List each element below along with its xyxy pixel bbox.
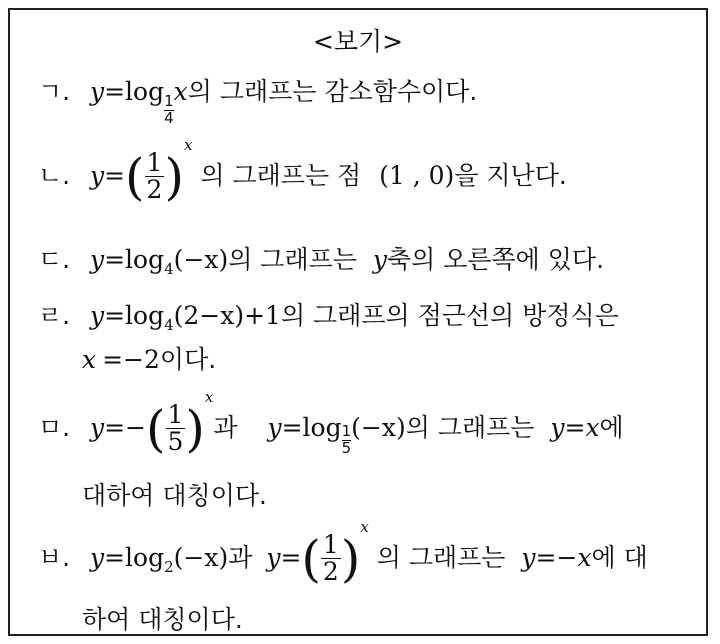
math-var: y — [521, 542, 536, 572]
item-text: 에 대 — [591, 542, 648, 572]
math-var: y — [267, 412, 282, 442]
item-marker: ㅂ. — [38, 542, 71, 572]
math-var: y — [89, 301, 105, 330]
math-op: = — [281, 412, 303, 442]
item-text: 대하여 대칭이다. — [82, 481, 267, 510]
math-var: y — [89, 542, 105, 572]
math-op: = — [564, 412, 586, 442]
math-var: x — [577, 542, 592, 572]
frac-numerator: 1 — [167, 400, 184, 429]
item-text: 을 지난다. — [454, 160, 567, 190]
item-text: 의 그래프의 점근선의 방정식은 — [280, 301, 619, 330]
box-title: <보기> — [312, 27, 404, 56]
math-arg: (−x) — [173, 245, 229, 274]
exponent: x — [204, 388, 214, 406]
item-marker: ㄹ. — [38, 301, 71, 330]
math-var: y — [266, 542, 281, 572]
item-text: 과 — [213, 412, 238, 442]
item-marker: ㅁ. — [38, 412, 71, 442]
math-op: = — [104, 77, 126, 106]
item-text: 의 그래프는 감소함수이다. — [187, 77, 478, 106]
item-text: 에 — [599, 412, 624, 442]
log-base-fraction — [342, 424, 352, 457]
right-paren: ) — [340, 529, 361, 588]
left-paren: ( — [145, 399, 166, 458]
math-arg: (2−x)+1 — [173, 301, 281, 330]
frac-denominator: 2 — [146, 175, 163, 205]
log-base: 4 — [164, 316, 174, 334]
math-op: = — [104, 542, 126, 572]
item-rieul — [38, 296, 619, 334]
fraction — [321, 532, 341, 586]
right-paren: ) — [185, 399, 205, 458]
item-text: 의 그래프는 — [376, 542, 506, 572]
frac-denominator: 2 — [322, 557, 339, 587]
frac-numerator: 1 — [164, 92, 174, 110]
math-op: = — [104, 301, 126, 330]
item-text: 하여 대칭이다. — [82, 605, 243, 634]
item-marker: ㄷ. — [38, 245, 71, 274]
math-arg: (−x) — [173, 542, 229, 572]
math-log: log — [125, 245, 165, 274]
math-log: log — [302, 412, 342, 442]
math-log: log — [125, 301, 165, 330]
math-op: = — [280, 542, 302, 572]
item-marker: ㄱ. — [38, 77, 71, 106]
item-digeut — [38, 240, 604, 278]
math-arg: x — [173, 77, 188, 106]
frac-numerator: 1 — [341, 422, 352, 440]
math-op: = — [104, 160, 126, 190]
math-var: y — [550, 412, 565, 442]
left-paren: ( — [125, 147, 145, 206]
right-paren: ) — [164, 147, 184, 206]
math-log: log — [125, 542, 165, 572]
left-paren: ( — [301, 529, 321, 588]
item-text: 의 그래프는 — [228, 245, 357, 274]
math-var: x — [82, 345, 97, 374]
math-op: =− — [535, 542, 578, 572]
math-var: x — [585, 412, 600, 442]
math-log: log — [125, 77, 165, 106]
item-rieul-continued — [82, 340, 216, 376]
frac-numerator: 1 — [146, 148, 163, 177]
math-var: y — [372, 245, 387, 274]
item-nieun — [38, 136, 567, 206]
frac-denominator: 4 — [164, 108, 174, 127]
math-op: =−2 — [102, 345, 160, 374]
math-var: y — [89, 160, 105, 190]
math-arg: (−x) — [351, 412, 406, 442]
log-base: 2 — [164, 557, 174, 576]
problem-box — [8, 8, 708, 636]
math-op: =− — [104, 412, 146, 442]
item-text: 의 그래프는 — [405, 412, 535, 442]
frac-denominator: 5 — [341, 438, 352, 457]
exponent: x — [360, 518, 369, 536]
math-op: = — [104, 245, 126, 274]
math-var: y — [89, 77, 105, 106]
frac-denominator: 5 — [167, 427, 184, 457]
log-base: 4 — [164, 260, 174, 278]
item-text: 의 그래프는 점 — [200, 160, 362, 190]
item-bieup-continued — [82, 600, 243, 636]
item-text: 축의 오른쪽에 있다. — [386, 245, 605, 274]
item-text: 과 — [228, 542, 253, 572]
math-point: (1 , 0) — [379, 160, 455, 190]
frac-numerator: 1 — [322, 530, 339, 559]
item-giyeok — [38, 72, 478, 127]
log-base-fraction — [164, 94, 174, 127]
item-mieum-continued — [82, 476, 267, 512]
math-var: y — [89, 412, 105, 442]
fraction — [145, 150, 165, 204]
item-bieup — [38, 518, 648, 588]
math-var: y — [89, 245, 105, 274]
fraction — [166, 402, 186, 456]
item-mieum — [38, 388, 624, 458]
exponent: x — [183, 136, 193, 154]
item-text: 이다. — [159, 345, 217, 374]
item-marker: ㄴ. — [38, 160, 71, 190]
